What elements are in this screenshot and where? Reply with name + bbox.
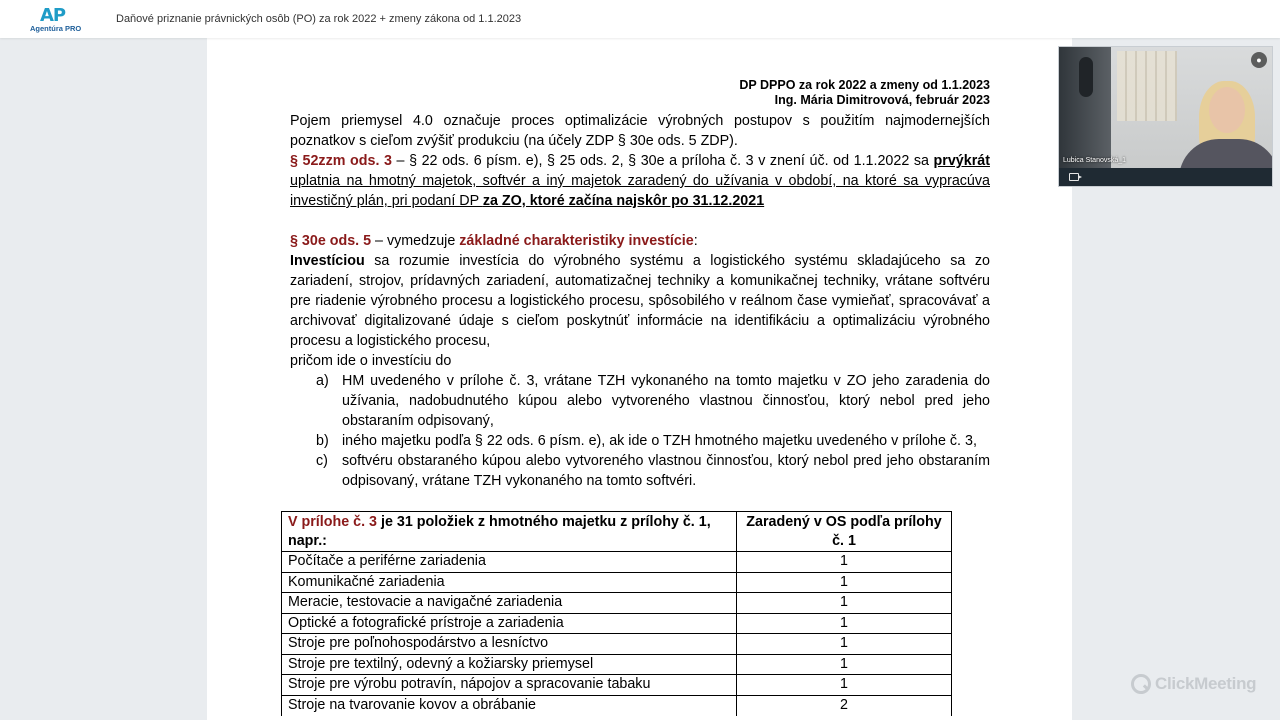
paragraph-30e-end: : [693, 233, 698, 249]
table-header-row [282, 512, 952, 552]
table-row [282, 654, 952, 675]
paragraph-52zzm [290, 151, 990, 211]
list-item-text: softvéru obstaraného kúpou alebo vytvoreného vlastnou činnosťou, ktorý nebol pred jeho obstaraním odpisovaný, vrátane TZH vykonaného na tomto softvéri. [342, 453, 990, 489]
list-item-label: c) [316, 453, 328, 469]
agentura-pro-logo [28, 0, 108, 38]
table-cell-group: 1 [737, 675, 952, 696]
participant-video-tile[interactable] [1058, 46, 1273, 187]
slide-body [290, 111, 990, 491]
paragraph-30e-ref: § 30e ods. 5 [290, 233, 372, 249]
video-feed [1059, 47, 1272, 168]
paragraph-30e [290, 231, 990, 251]
table-row [282, 613, 952, 634]
list-item-label: a) [316, 373, 329, 389]
meeting-title: Daňové priznanie právnických osôb (PO) za rok 2022 + zmeny zákona od 1.1.2023 [116, 13, 522, 25]
table-cell-item: Stroje na tvarovanie kovov a obrábanie [282, 695, 737, 716]
paragraph-52zzm-end: za ZO, ktoré začína najskôr po 31.12.2021 [482, 193, 765, 209]
table-row [282, 695, 952, 716]
table-cell-group: 1 [737, 613, 952, 634]
clickmeeting-watermark [1131, 674, 1256, 694]
clickmeeting-logo-icon [1131, 674, 1151, 694]
paragraph-investment-into: pričom ide o investíciu do [290, 353, 452, 369]
table-header-group: Zaradený v OS podľa prílohy č. 1 [737, 512, 952, 552]
table-cell-item: Počítače a periférne zariadenia [282, 552, 737, 573]
table-cell-group: 1 [737, 593, 952, 614]
table-cell-item: Komunikačné zariadenia [282, 572, 737, 593]
table-header-annex-ref: V prílohe č. 3 [288, 514, 377, 530]
table-cell-item: Stroje pre poľnohospodárstvo a lesníctvo [282, 634, 737, 655]
table-cell-group: 1 [737, 572, 952, 593]
table-cell-group: 1 [737, 634, 952, 655]
table-header-items [282, 512, 737, 552]
table-cell-item: Stroje pre výrobu potravín, nápojov a spracovanie tabaku [282, 675, 737, 696]
paragraph-52zzm-rest: uplatnia na hmotný majetok, softvér a iný majetok zaradený do užívania v období, na ktoré sa vypracúva investičný plán, pri podaní DP [290, 173, 990, 209]
paragraph-52zzm-mid: – § 22 ods. 6 písm. e), § 25 ods. 2, § 30e a príloha č. 3 v znení úč. od 1.1.2022 sa [391, 153, 934, 169]
participant-name: Lubica Stanovská_1 [1063, 157, 1127, 164]
list-item-text: iného majetku podľa § 22 ods. 6 písm. e), ak ide o TZH hmotného majetku uvedeného v prílohe č. 3, [342, 433, 977, 449]
table-row [282, 572, 952, 593]
paragraph-investment-definition [290, 251, 990, 351]
muted-mic-icon[interactable]: ● [1251, 52, 1267, 68]
table-row [282, 634, 952, 655]
video-controls [1059, 168, 1272, 187]
paragraph-30e-highlight: základné charakteristiky investície [459, 233, 694, 249]
camera-icon[interactable] [1069, 173, 1079, 181]
document-header [739, 78, 990, 108]
table-cell-item: Optické a fotografické prístroje a zariadenia [282, 613, 737, 634]
paragraph-52zzm-ref: § 52zzm ods. 3 [290, 153, 392, 169]
investment-definition-text: sa rozumie investícia do výrobného systému a logistického systému skladajúceho sa zo zariadení, strojov, prídavných zariadení, automatizačnej techniky a komunikačnej techniky, vrátane softvéru pre riadenie výrobného procesu a logistického procesu, spôsobilého v reálnom čase vymieňať, spracovávať a archivovať digitalizované údaje s cieľom poskytnúť informácie na identifikáciu a optimalizáciu výrobného procesu a logistického procesu, [290, 253, 990, 349]
table-cell-group: 1 [737, 654, 952, 675]
list-item [290, 451, 990, 491]
header-line-1: DP DPPO za rok 2022 a zmeny od 1.1.2023 [739, 78, 990, 92]
table-header-items-text: je 31 položiek z hmotného majetku z prílohy č. 1, napr.: [288, 514, 711, 549]
paragraph-30e-mid: – vymedzuje [371, 233, 460, 249]
paragraph-52zzm-first: prvýkrát [933, 153, 990, 169]
top-bar [0, 0, 1280, 38]
table-row [282, 552, 952, 573]
list-item [290, 431, 990, 451]
watermark-text: ClickMeeting [1155, 674, 1257, 693]
list-item-label: b) [316, 433, 329, 449]
asset-table [281, 511, 952, 716]
header-line-2: Ing. Mária Dimitrovová, február 2023 [774, 93, 990, 107]
logo-mark: AP [40, 5, 66, 26]
table-row [282, 675, 952, 696]
table-cell-item: Meracie, testovacie a navigačné zariadenia [282, 593, 737, 614]
logo-name: Agentúra PRO [30, 24, 82, 33]
table-cell-group: 1 [737, 552, 952, 573]
studio-microphone-icon [1079, 57, 1093, 97]
investment-term: Investíciou [290, 253, 365, 269]
presentation-slide [207, 38, 1072, 720]
list-item [290, 371, 990, 431]
paragraph-industry-4: Pojem priemysel 4.0 označuje proces optimalizácie výrobných postupov s použitím najmodernejších poznatkov s cieľom zvýšiť produkciu (na účely ZDP § 30e ods. 5 ZDP). [290, 113, 990, 149]
list-item-text: HM uvedeného v prílohe č. 3, vrátane TZH vykonaného na tomto majetku v ZO jeho zaradenia do užívania, nadobudnutého kúpou alebo vytvoreného vlastnou činnosťou, ktorý nebol pred jeho obstaraním odpisovaný, [342, 373, 990, 429]
table-cell-group: 2 [737, 695, 952, 716]
table-cell-item: Stroje pre textilný, odevný a kožiarsky priemysel [282, 654, 737, 675]
table-row [282, 593, 952, 614]
